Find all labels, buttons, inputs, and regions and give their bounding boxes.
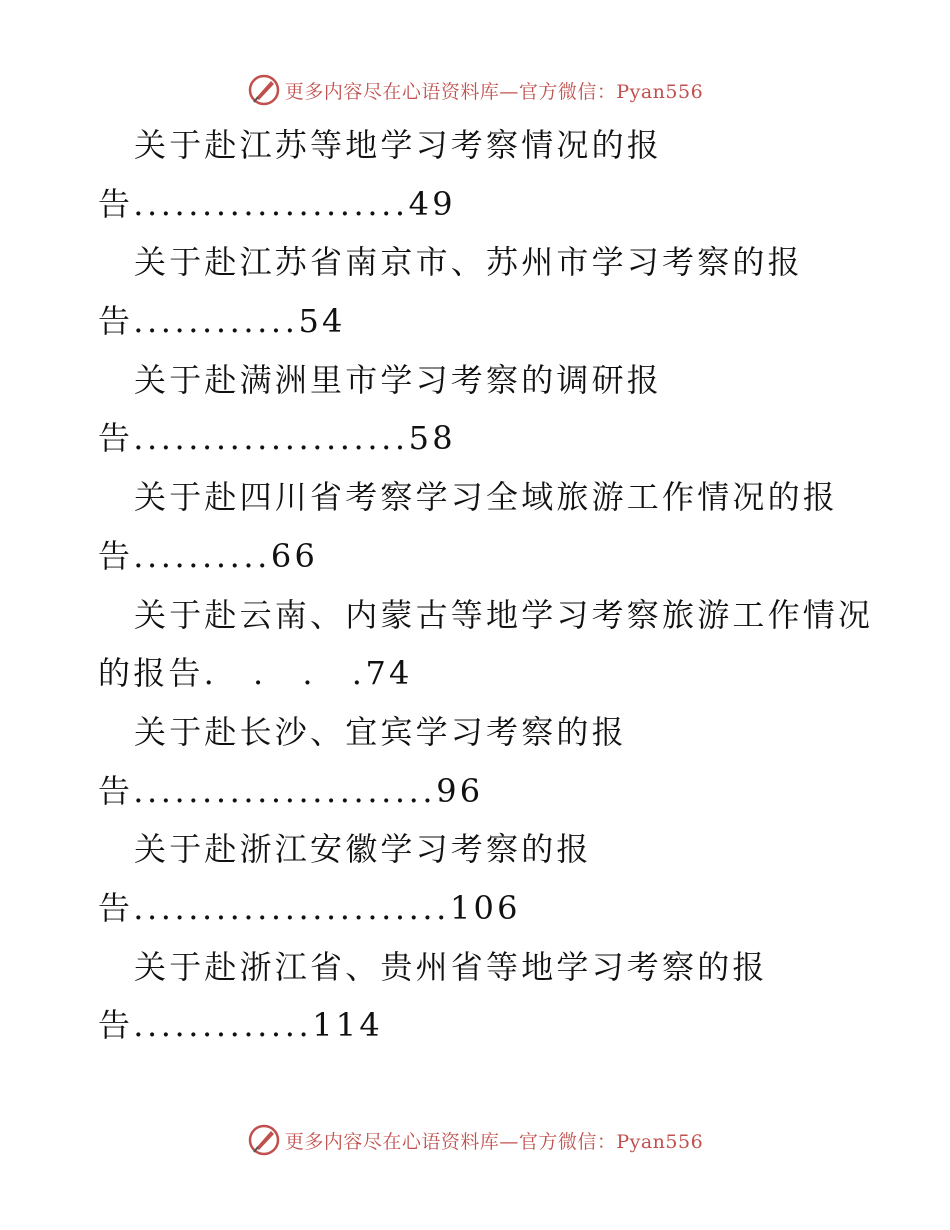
toc-page-number: 96 bbox=[436, 771, 484, 810]
toc-page-number: 54 bbox=[298, 302, 346, 341]
toc-leader-dots: ............ bbox=[133, 302, 299, 341]
toc-entry[interactable] bbox=[98, 351, 898, 468]
toc-leader-dots: .................... bbox=[133, 184, 409, 223]
toc-leader-dots: .................... bbox=[133, 419, 409, 458]
header-banner-text: 更多内容尽在心语资料库—官方微信：Pyan556 bbox=[284, 80, 704, 103]
toc-entry-tail: 的报告 bbox=[98, 654, 204, 693]
toc-entry-tail: 告 bbox=[98, 184, 134, 223]
toc-entry-title: 关于赴浙江安徽学习考察的报 bbox=[134, 830, 592, 869]
toc-entry[interactable] bbox=[98, 938, 898, 1055]
footer-banner bbox=[0, 1120, 950, 1160]
toc-leader-dots: .......... bbox=[133, 536, 271, 575]
toc-leader-dots: ............. bbox=[133, 1006, 313, 1045]
toc-entry-title: 关于赴江苏省南京市、苏州市学习考察的报 bbox=[134, 243, 803, 282]
toc-entry-tail: 告 bbox=[98, 419, 134, 458]
header-banner bbox=[0, 70, 950, 110]
toc-entry[interactable] bbox=[98, 233, 898, 350]
toc-entry-tail: 告 bbox=[98, 1006, 134, 1045]
toc-entry-title: 关于赴满洲里市学习考察的调研报 bbox=[134, 360, 663, 399]
footer-banner-text: 更多内容尽在心语资料库—官方微信：Pyan556 bbox=[284, 1130, 704, 1153]
toc-page-number: 114 bbox=[312, 1006, 383, 1045]
toc-entry-title: 关于赴长沙、宜宾学习考察的报 bbox=[134, 712, 627, 751]
toc-entry-tail: 告 bbox=[98, 536, 134, 575]
toc-entry-title: 关于赴四川省考察学习全域旅游工作情况的报 bbox=[134, 478, 839, 517]
toc-entry-tail: 告 bbox=[98, 302, 134, 341]
toc-entry[interactable] bbox=[98, 820, 898, 937]
table-of-contents bbox=[98, 116, 898, 1055]
toc-entry[interactable] bbox=[98, 468, 898, 585]
toc-entry-title: 关于赴云南、内蒙古等地学习考察旅游工作情况 bbox=[134, 595, 874, 634]
toc-entry-tail: 告 bbox=[98, 771, 134, 810]
toc-entry[interactable] bbox=[98, 703, 898, 820]
toc-page-number: 49 bbox=[408, 184, 456, 223]
toc-leader-dots: . . . . bbox=[203, 654, 366, 693]
toc-page-number: 74 bbox=[365, 654, 413, 693]
quill-pen-circle-icon bbox=[247, 1123, 281, 1157]
toc-entry[interactable] bbox=[98, 116, 898, 233]
toc-page-number: 66 bbox=[270, 536, 319, 575]
toc-leader-dots: ...................... bbox=[133, 771, 437, 810]
toc-entry[interactable] bbox=[98, 586, 898, 703]
toc-leader-dots: ....................... bbox=[133, 888, 450, 927]
toc-entry-tail: 告 bbox=[98, 888, 134, 927]
toc-entry-title: 关于赴江苏等地学习考察情况的报 bbox=[134, 126, 663, 164]
toc-entry-title: 关于赴浙江省、贵州省等地学习考察的报 bbox=[134, 947, 768, 986]
toc-page-number: 58 bbox=[408, 419, 456, 458]
quill-pen-circle-icon bbox=[247, 73, 281, 107]
toc-page-number: 106 bbox=[449, 888, 521, 927]
